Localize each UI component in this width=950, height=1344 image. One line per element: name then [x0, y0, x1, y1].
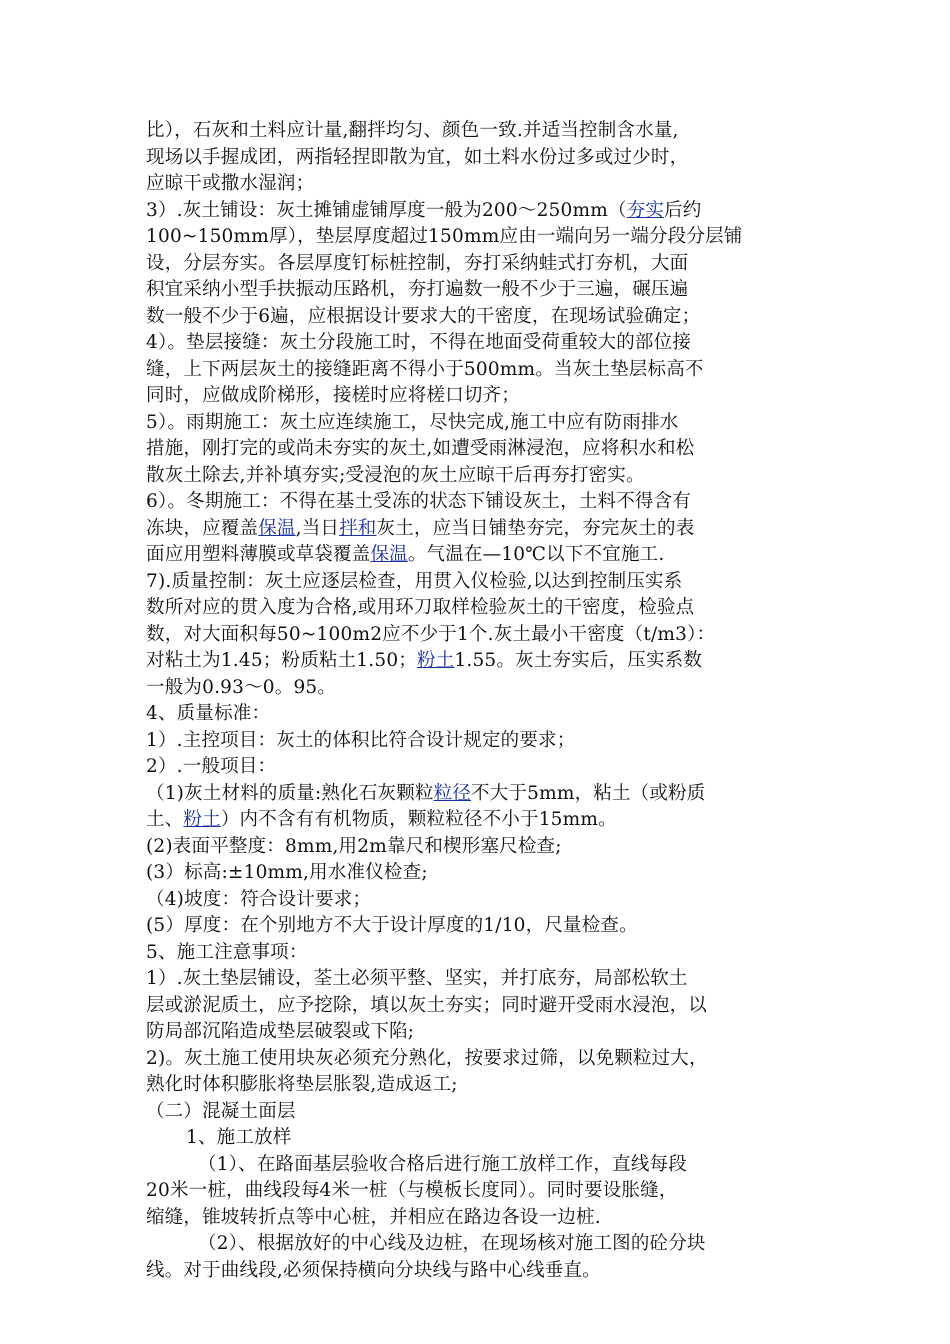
text-line: 7).质量控制：灰土应逐层检查，用贯入仪检验,以达到控制压实系 [146, 570, 683, 592]
link-banhe[interactable]: 拌和 [339, 517, 377, 539]
text-line: 1）.主控项目：灰土的体积比符合设计规定的要求； [146, 729, 576, 751]
text-line: （1）、在路面基层验收合格后进行施工放样工作，直线每段 [198, 1153, 687, 1175]
text-line: 层或淤泥质土，应予挖除，填以灰土夯实；同时避开受雨水浸泡，以 [146, 994, 708, 1016]
text-line: 5）。雨期施工：灰土应连续施工，尽快完成,施工中应有防雨排水 [146, 411, 679, 433]
subsection-heading: 1、施工放样 [186, 1127, 292, 1148]
text-line: 设，分层夯实。各层厚度钉标桩控制，夯打采纳蛙式打夯机，大面 [146, 252, 689, 274]
text-segment: 灰土，应当日铺垫夯完，夯完灰土的表 [376, 517, 695, 539]
text-line: 比），石灰和土料应计量,翻拌均匀、颜色一致.并适当控制含水量, [146, 120, 679, 141]
text-segment: 对粘土为1.45；粉质粘土1.50； [146, 650, 417, 671]
section-heading: 5、施工注意事项： [146, 941, 308, 963]
text-line: 100~150mm厚），垫层厚度超过150mm应由一端向另一端分段分层铺 [146, 226, 743, 247]
text-line: (2)表面平整度：8mm,用2m靠尺和楔形塞尺检查; [146, 835, 562, 857]
text-line: (5）厚度：在个别地方不大于设计厚度的1/10，尺量检查。 [146, 915, 638, 936]
text-segment: 。气温在—10℃以下不宜施工. [407, 544, 665, 565]
link-lijing[interactable]: 粒径 [433, 782, 472, 804]
link-baowen[interactable]: 保温 [258, 517, 296, 539]
text-segment: ,当日 [295, 517, 340, 539]
text-line: 数所对应的贯入度为合格,或用环刀取样检验灰土的干密度，检验点 [146, 597, 695, 618]
text-line: 数一般不少于6遍，应根据设计要求大的干密度，在现场试验确定； [146, 305, 701, 327]
text-line: 熟化时体积膨胀将垫层胀裂,造成返工; [146, 1074, 458, 1095]
text-segment: 土、 [146, 809, 184, 830]
text-line: 现场以手握成团，两指轻捏即散为宜，如土料水份过多或过少时， [146, 146, 689, 168]
section-heading: （二）混凝土面层 [146, 1100, 296, 1122]
text-line: 20米一桩，曲线段每4米一桩（与模板长度同）。同时要设胀缝， [146, 1180, 678, 1201]
text-line: 措施，刚打完的或尚未夯实的灰土,如遭受雨淋浸泡，应将积水和松 [146, 438, 695, 459]
text-line: 防局部沉陷造成垫层破裂或下陷; [146, 1021, 415, 1042]
link-hangshi[interactable]: 夯实 [626, 199, 665, 221]
link-fentu[interactable]: 粉土 [416, 650, 455, 671]
text-line: 一般为0.93～0。95。 [146, 676, 337, 698]
text-segment: 不大于5mm，粘土（或粉质 [471, 782, 706, 804]
text-line: (3）标高:±10mm,用水准仪检查; [146, 862, 428, 883]
text-line: 缝，上下两层灰土的接缝距离不得小于500mm。当灰土垫层标高不 [146, 358, 704, 380]
text-line [146, 648, 816, 675]
text-line: （2）、根据放好的中心线及边桩，在现场核对施工图的砼分块 [198, 1233, 706, 1254]
text-line: 6）。冬期施工：不得在基土受冻的状态下铺设灰土，土料不得含有 [146, 491, 692, 512]
text-line [146, 198, 816, 225]
text-line [146, 781, 816, 808]
text-line: 线。对于曲线段,必须保持横向分块线与路中心线垂直。 [146, 1259, 601, 1281]
section-heading: 4、质量标准： [146, 703, 271, 724]
document-page [146, 118, 816, 1284]
link-fentu[interactable]: 粉土 [183, 809, 221, 830]
text-segment: 1.55。灰土夯实后，压实系数 [454, 650, 703, 671]
text-segment: 面应用塑料薄膜或草袋覆盖 [146, 544, 371, 565]
text-line: 1）.灰土垫层铺设，荃土必须平整、坚实，并打底夯，局部松软土 [146, 968, 688, 989]
text-line: 同时，应做成阶梯形，接槎时应将槎口切齐； [146, 385, 521, 406]
link-baowen[interactable]: 保温 [370, 544, 408, 565]
text-line: 2)。灰土施工使用块灰必须充分熟化，按要求过筛，以免颗粒过大， [146, 1047, 708, 1069]
text-line: 散灰土除去,并补填夯实;受浸泡的灰土应晾干后再夯打密实。 [146, 464, 645, 486]
text-segment: 后约 [664, 199, 702, 221]
text-segment: ）内不含有有机物质，颗粒粒径不小于15mm。 [220, 809, 617, 830]
text-line: 积宜采纳小型手扶振动压路机，夯打遍数一般不少于三遍，碾压遍 [146, 279, 689, 300]
text-segment: （1)灰土材料的质量:熟化石灰颗粒 [146, 782, 434, 804]
text-line: 数，对大面积每50~100m2应不少于1个.灰土最小干密度（t/m3）： [146, 623, 716, 645]
text-line: 4）。垫层接缝：灰土分段施工时，不得在地面受荷重较大的部位接 [146, 332, 692, 353]
text-segment: 3）.灰土铺设：灰土摊铺虚铺厚度一般为200～250mm（ [146, 199, 627, 221]
text-line: 2）.一般项目： [146, 756, 277, 777]
text-line: （4)坡度：符合设计要求； [146, 888, 372, 910]
text-line [146, 542, 816, 569]
text-line [146, 807, 816, 834]
text-line [146, 516, 816, 543]
text-segment: 冻块，应覆盖 [146, 517, 259, 539]
text-line: 应晾干或撒水湿润； [146, 173, 315, 194]
text-line: 缩缝，锥坡转折点等中心桩，并相应在路边各设一边桩. [146, 1206, 601, 1228]
